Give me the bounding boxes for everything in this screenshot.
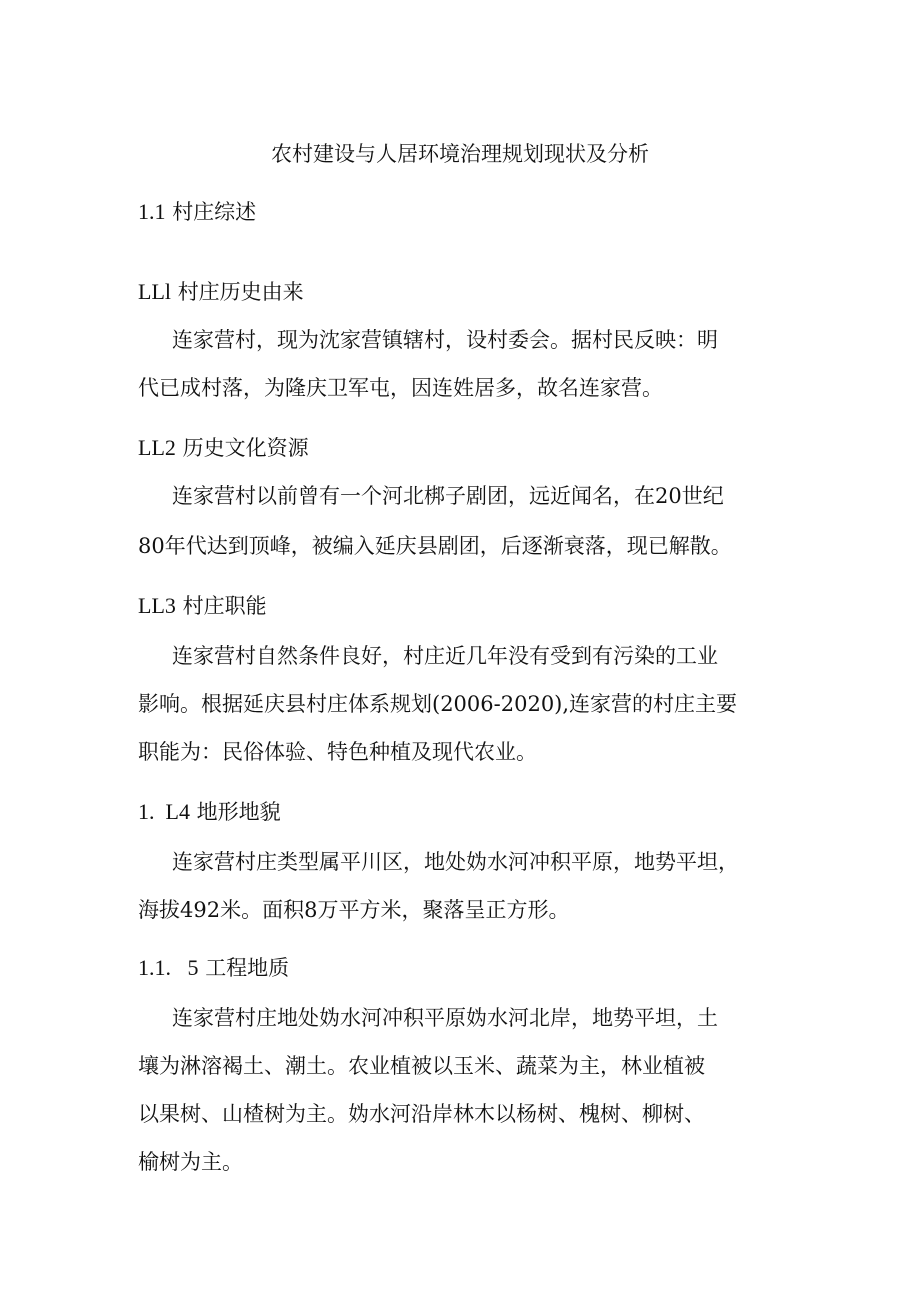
heading-number: LL3 — [138, 593, 176, 618]
heading-1-1-1 — [138, 276, 304, 308]
paragraph-line: 海拔492米。面积8万平方米，聚落呈正方形。 — [138, 898, 570, 922]
paragraph-line: 连家营村，现为沈家营镇辖村，设村委会。据村民反映：明 — [172, 328, 718, 352]
heading-number: LL2 — [138, 435, 176, 460]
heading-label: 地形地貌 — [196, 800, 281, 824]
heading-1-1-4 — [138, 796, 281, 828]
heading-1-1-5 — [138, 952, 289, 984]
paragraph-line: 榆树为主。 — [138, 1150, 243, 1174]
heading-1-1 — [138, 196, 256, 228]
paragraph-line: 职能为：民俗体验、特色种植及现代农业。 — [138, 740, 537, 764]
heading-label: 历史文化资源 — [182, 436, 309, 460]
paragraph-line: 以果树、山楂树为主。妫水河沿岸林木以杨树、槐树、柳树、 — [138, 1102, 705, 1126]
paragraph-line: 代已成村落，为隆庆卫军屯，因连姓居多，故名连家营。 — [138, 376, 663, 400]
heading-1-1-3 — [138, 590, 267, 622]
heading-label: 村庄职能 — [182, 594, 267, 618]
paragraph-line: 壤为淋溶褐土、潮土。农业植被以玉米、蔬菜为主，林业植被 — [138, 1054, 705, 1078]
heading-label: 村庄历史由来 — [177, 280, 304, 304]
heading-label: 工程地质 — [205, 956, 290, 980]
heading-number: 1. L4 — [138, 799, 190, 824]
paragraph-line: 影响。根据延庆县村庄体系规划(2006-2020),连家营的村庄主要 — [138, 692, 738, 716]
paragraph-line: 80年代达到顶峰，被编入延庆县剧团，后逐渐衰落，现已解散。 — [138, 534, 732, 558]
heading-label: 村庄综述 — [172, 200, 257, 224]
heading-number: 1.1 — [138, 199, 166, 224]
paragraph-line: 连家营村以前曾有一个河北梆子剧团，远近闻名，在20世纪 — [172, 484, 724, 508]
heading-1-1-2 — [138, 432, 309, 464]
heading-number: LLl — [138, 279, 171, 304]
heading-number: 1.1. 5 — [138, 955, 199, 980]
paragraph-line: 连家营村庄地处妫水河冲积平原妫水河北岸，地势平坦，土 — [172, 1006, 718, 1030]
document-title: 农村建设与人居环境治理规划现状及分析 — [271, 142, 649, 166]
paragraph-line: 连家营村自然条件良好，村庄近几年没有受到有污染的工业 — [172, 644, 718, 668]
paragraph-line: 连家营村庄类型属平川区，地处妫水河冲积平原，地势平坦， — [172, 850, 739, 874]
